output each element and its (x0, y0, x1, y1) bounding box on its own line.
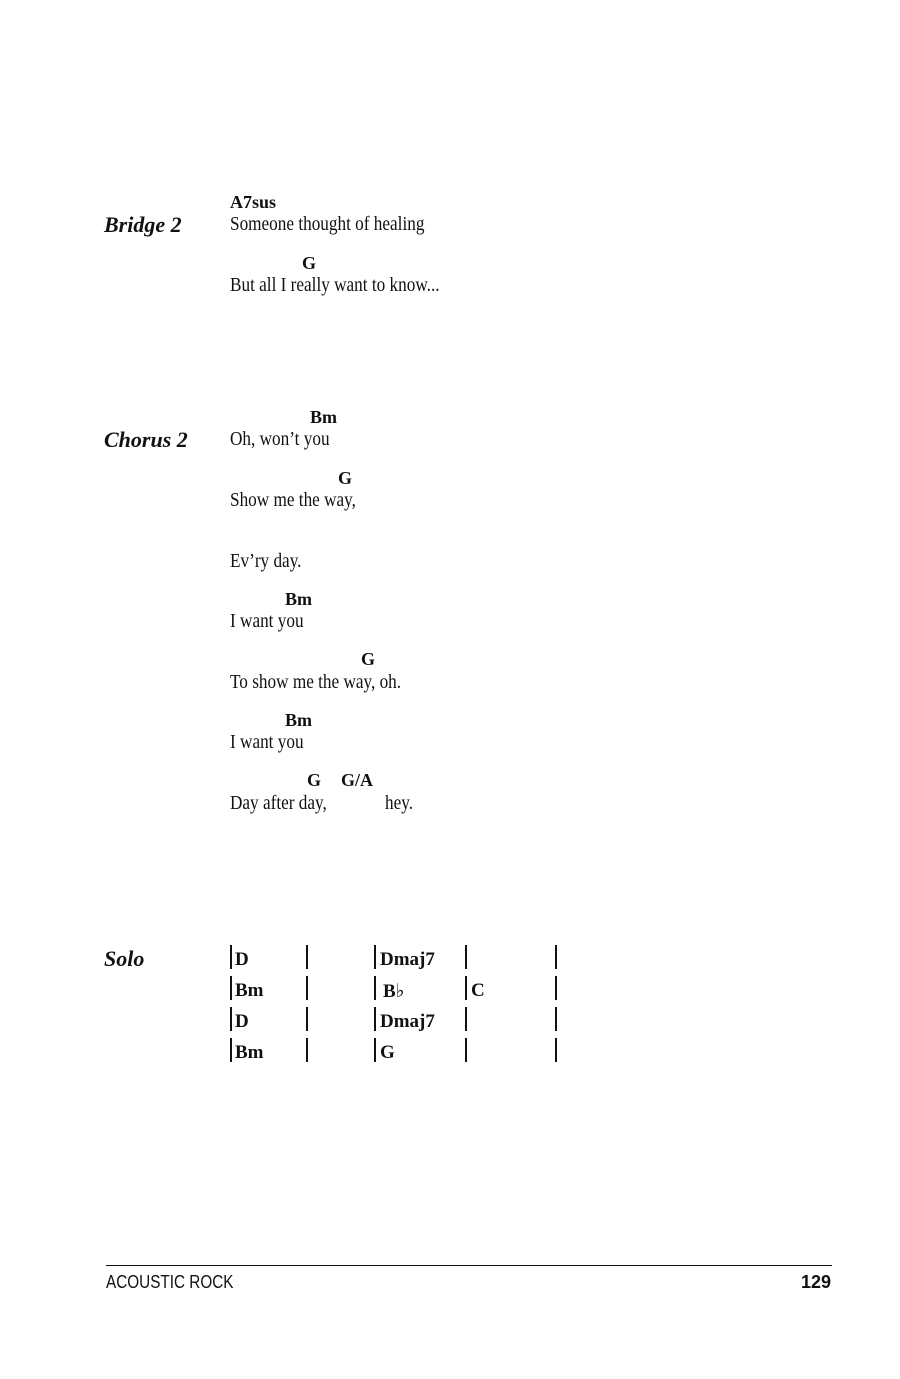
section-label-chorus-2: Chorus 2 (104, 427, 188, 452)
bar-line (555, 1038, 557, 1062)
grid-chord: G (380, 1042, 395, 1063)
bar-line (306, 976, 308, 1000)
bar-line (465, 1007, 467, 1031)
bar-line (374, 1038, 376, 1062)
grid-chord: B♭ (383, 981, 405, 1002)
bar-line (465, 945, 467, 969)
bar-line (306, 945, 308, 969)
lyric-line: Someone thought of healing (230, 213, 425, 235)
chord-label: Bm (285, 710, 312, 730)
bar-line (230, 976, 232, 1000)
bar-line (230, 945, 232, 969)
bar-line (555, 945, 557, 969)
lyric-line: Show me the way, (230, 489, 356, 511)
bar-line (555, 976, 557, 1000)
lyric-line: But all I really want to know... (230, 274, 440, 296)
grid-chord: Dmaj7 (380, 949, 435, 970)
lyric-line: Ev’ry day. (230, 550, 302, 572)
bar-line (306, 1007, 308, 1031)
lyric-line: To show me the way, oh. (230, 671, 402, 693)
grid-chord: C (471, 980, 485, 1001)
bar-line (374, 976, 376, 1000)
bar-line (374, 1007, 376, 1031)
section-label-solo: Solo (104, 946, 145, 971)
bar-line (555, 1007, 557, 1031)
section-label-bridge-2: Bridge 2 (104, 212, 182, 237)
bar-line (306, 1038, 308, 1062)
chord-label: Bm (310, 407, 337, 427)
lyric-line: hey. (385, 792, 414, 814)
lyric-line: Oh, won’t you (230, 428, 330, 450)
lyric-line: Day after day, (230, 792, 327, 814)
grid-chord: Bm (235, 1042, 264, 1063)
chord-label: G (307, 770, 322, 790)
chord-label: G (302, 253, 317, 273)
lyric-line: I want you (230, 610, 304, 632)
chord-label: Bm (285, 589, 312, 609)
grid-chord: Dmaj7 (380, 1011, 435, 1032)
chord-label: A7sus (230, 192, 277, 212)
lyric-line: I want you (230, 731, 304, 753)
bar-line (465, 1038, 467, 1062)
chord-label: G/A (341, 770, 374, 790)
grid-chord: Bm (235, 980, 264, 1001)
chord-label: G (361, 649, 376, 669)
chord-label: G (338, 468, 353, 488)
page-number: 129 (801, 1272, 832, 1292)
footer-book-title: ACOUSTIC ROCK (106, 1272, 234, 1292)
bar-line (465, 976, 467, 1000)
bar-line (230, 1007, 232, 1031)
footer-divider (106, 1265, 832, 1266)
bar-line (230, 1038, 232, 1062)
grid-chord: D (235, 949, 249, 970)
bar-line (374, 945, 376, 969)
grid-chord: D (235, 1011, 249, 1032)
